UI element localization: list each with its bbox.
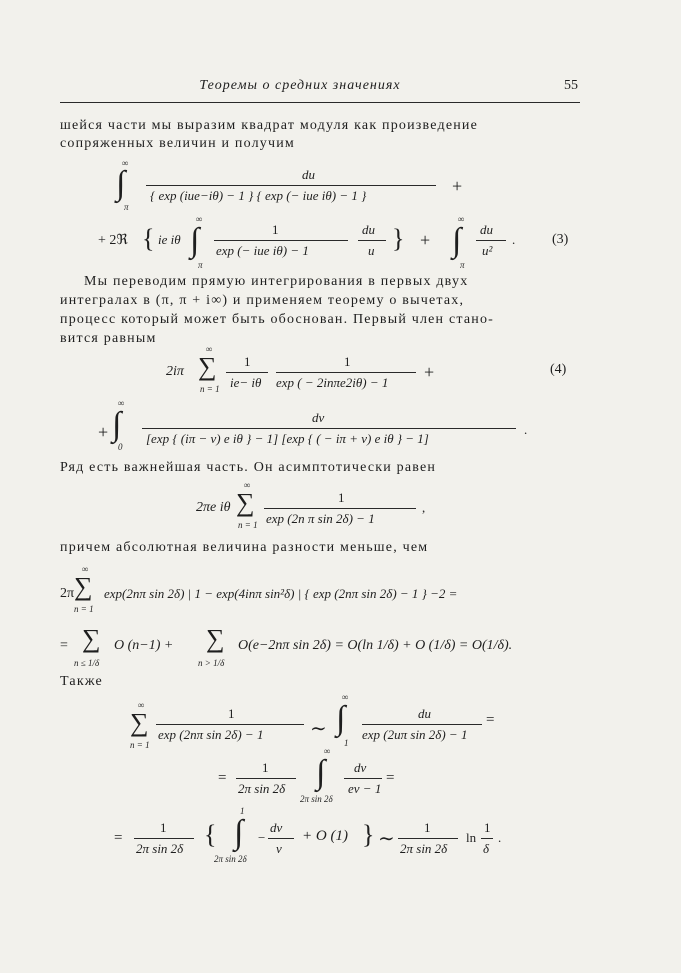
integral-sign: ∫: [452, 222, 462, 259]
sum-lower-limit: n ≤ 1/δ: [74, 658, 100, 668]
open-brace: {: [142, 224, 155, 253]
integral-sign: ∫: [336, 700, 346, 737]
sum-sign: ∑: [206, 624, 225, 653]
fraction-line: [476, 240, 506, 241]
asymptotic-sign: ∼: [310, 718, 327, 740]
fraction-line: [226, 372, 268, 373]
integral-lower-limit: 0: [118, 442, 123, 452]
sum-lower-limit: n > 1/δ: [198, 658, 225, 668]
text-line: интегралах в (π, π + i∞) и применяем теорему о вычетах,: [60, 293, 465, 308]
fraction-line: [276, 372, 416, 373]
fraction-denominator: u: [368, 243, 375, 258]
integral-sign: ∫: [234, 814, 244, 851]
integral-upper-limit: ∞: [118, 398, 125, 408]
fraction-denominator: 2π sin 2δ: [136, 841, 184, 856]
prefix: 2πe iθ: [196, 500, 231, 515]
fraction-line: [264, 508, 416, 509]
integral-lower-limit: 2π sin 2δ: [300, 794, 333, 804]
sum-lower-limit: n = 1: [200, 384, 220, 394]
sum-upper-limit: ∞: [244, 480, 251, 490]
prefix: 2π: [60, 586, 75, 601]
fraction-denominator: v: [276, 841, 282, 856]
period: .: [498, 830, 502, 845]
integral-upper-limit: ∞: [342, 692, 349, 702]
integral-sign: ∫: [316, 754, 326, 791]
fraction-numerator: 1: [344, 354, 351, 369]
plus-sign: +: [420, 230, 431, 250]
integral-sign: ∫: [190, 222, 200, 259]
sum-lower-limit: n = 1: [238, 520, 258, 530]
integral-lower-limit: 2π sin 2δ: [214, 854, 247, 864]
text-line: шейся части мы выразим квадрат модуля как произведение: [60, 118, 479, 133]
fraction-line: [146, 185, 436, 186]
fraction-numerator: du: [480, 222, 493, 237]
equals-sign: =: [114, 830, 123, 846]
fraction-numerator: dv: [270, 820, 283, 835]
sum-lower-limit: n = 1: [130, 740, 150, 750]
open-brace: {: [204, 820, 217, 849]
fraction-line: [344, 778, 382, 779]
integral-upper-limit: 1: [240, 806, 245, 816]
close-brace: }: [362, 820, 375, 849]
integral-upper-limit: ∞: [122, 158, 129, 168]
sum-sign: ∑: [82, 624, 101, 653]
fraction-line: [481, 838, 493, 839]
integral-upper-limit: ∞: [458, 214, 465, 224]
sum-upper-limit: ∞: [82, 564, 89, 574]
text-line: процесс который может быть обоснован. Первый член стано-: [60, 312, 495, 327]
fraction-numerator: 1: [262, 760, 269, 775]
text-line: сопряженных величин и получим: [60, 136, 295, 151]
fraction-line: [214, 240, 348, 241]
text-line: Также: [60, 674, 103, 689]
fraction-numerator: 1: [244, 354, 251, 369]
equals-sign: =: [218, 770, 227, 786]
fraction-denominator: ev − 1: [348, 781, 382, 796]
prefix: 2iπ: [166, 364, 184, 379]
fraction-numerator: du: [302, 167, 315, 182]
text-line: причем абсолютная величина разности меньше, чем: [60, 540, 429, 555]
expression: O (n−1) +: [114, 638, 174, 653]
period: .: [524, 422, 528, 437]
equation-label: (3): [552, 232, 569, 247]
integral-lower-limit: π: [460, 260, 465, 270]
fraction-denominator: exp (2n π sin 2δ) − 1: [266, 511, 375, 526]
fraction-line: [358, 240, 386, 241]
integral-lower-limit: π: [124, 202, 129, 212]
fraction-line: [142, 428, 516, 429]
expression: + O (1): [302, 828, 348, 844]
integral-upper-limit: ∞: [324, 746, 331, 756]
fraction-denominator: exp (2uπ sin 2δ) − 1: [362, 727, 468, 742]
integral-lower-limit: 1: [344, 738, 349, 748]
equals-sign: =: [486, 712, 495, 728]
log-operator: ln: [466, 830, 477, 845]
sum-sign: ∑: [198, 352, 217, 381]
fraction-line: [398, 838, 458, 839]
factor: ie iθ: [158, 232, 181, 247]
real-part-prefix: + 2ℜ: [98, 233, 128, 248]
page-number: 55: [564, 78, 578, 93]
integral-sign: ∫: [116, 165, 126, 202]
fraction-numerator: dv: [312, 410, 325, 425]
close-brace: }: [392, 224, 405, 253]
integral-sign: ∫: [112, 406, 122, 443]
fraction-numerator: 1: [424, 820, 431, 835]
sum-sign: ∑: [236, 488, 255, 517]
text-line: Мы переводим прямую интегрирования в первых двух: [84, 274, 469, 289]
fraction-denominator: ie− iθ: [230, 375, 262, 390]
fraction-denominator: exp ( − 2inπe2iθ) − 1: [276, 375, 389, 390]
running-header: [60, 76, 580, 103]
expression: exp(2nπ sin 2δ) | 1 − exp(4inπ sin²δ) | { exp (2nπ sin 2δ) − 1 } −2 =: [104, 586, 458, 601]
fraction-numerator: 1: [160, 820, 167, 835]
sum-lower-limit: n = 1: [74, 604, 94, 614]
fraction-numerator: 1: [338, 490, 345, 505]
fraction-numerator: 1: [484, 820, 491, 835]
fraction-numerator: 1: [272, 222, 279, 237]
running-title: Теоремы о средних значениях: [199, 78, 401, 93]
equals-sign: =: [60, 638, 68, 653]
fraction-denominator: { exp (iue−iθ) − 1 } { exp (− iue iθ) − 1 }: [150, 188, 367, 203]
fraction-numerator: du: [362, 222, 375, 237]
fraction-denominator: 2π sin 2δ: [238, 781, 286, 796]
equals-sign: =: [386, 770, 395, 786]
fraction-denominator: [exp { (iπ − v) e iθ } − 1] [exp { ( − iπ + v) e iθ } − 1]: [146, 431, 429, 446]
fraction-numerator: 1: [228, 706, 235, 721]
fraction-line: [268, 838, 294, 839]
integral-lower-limit: π: [198, 260, 203, 270]
fraction-denominator: 2π sin 2δ: [400, 841, 448, 856]
asymptotic-sign: ∼: [378, 828, 395, 850]
fraction-denominator: exp (− iue iθ) − 1: [216, 243, 309, 258]
fraction-line: [156, 724, 304, 725]
equation-label: (4): [550, 362, 567, 377]
fraction-line: [236, 778, 296, 779]
sum-upper-limit: ∞: [138, 700, 145, 710]
minus-sign: −: [258, 830, 266, 845]
expression: O(e−2nπ sin 2δ) = O(ln 1/δ) + O (1/δ) = O(1/δ).: [238, 638, 513, 653]
fraction-denominator: u²: [482, 243, 493, 258]
fraction-numerator: du: [418, 706, 431, 721]
fraction-denominator: δ: [483, 841, 490, 856]
text-line: Ряд есть важнейшая часть. Он асимптотически равен: [60, 460, 437, 475]
plus-sign: +: [98, 422, 109, 442]
plus-sign: +: [452, 176, 463, 196]
text-line: вится равным: [60, 331, 157, 346]
comma: ,: [422, 500, 426, 515]
integral-upper-limit: ∞: [196, 214, 203, 224]
sum-sign: ∑: [130, 708, 149, 737]
plus-sign: +: [424, 362, 435, 382]
fraction-line: [134, 838, 194, 839]
fraction-numerator: dv: [354, 760, 367, 775]
period: .: [512, 232, 516, 247]
sum-sign: ∑: [74, 572, 93, 601]
sum-upper-limit: ∞: [206, 344, 213, 354]
fraction-denominator: exp (2nπ sin 2δ) − 1: [158, 727, 264, 742]
fraction-line: [362, 724, 482, 725]
